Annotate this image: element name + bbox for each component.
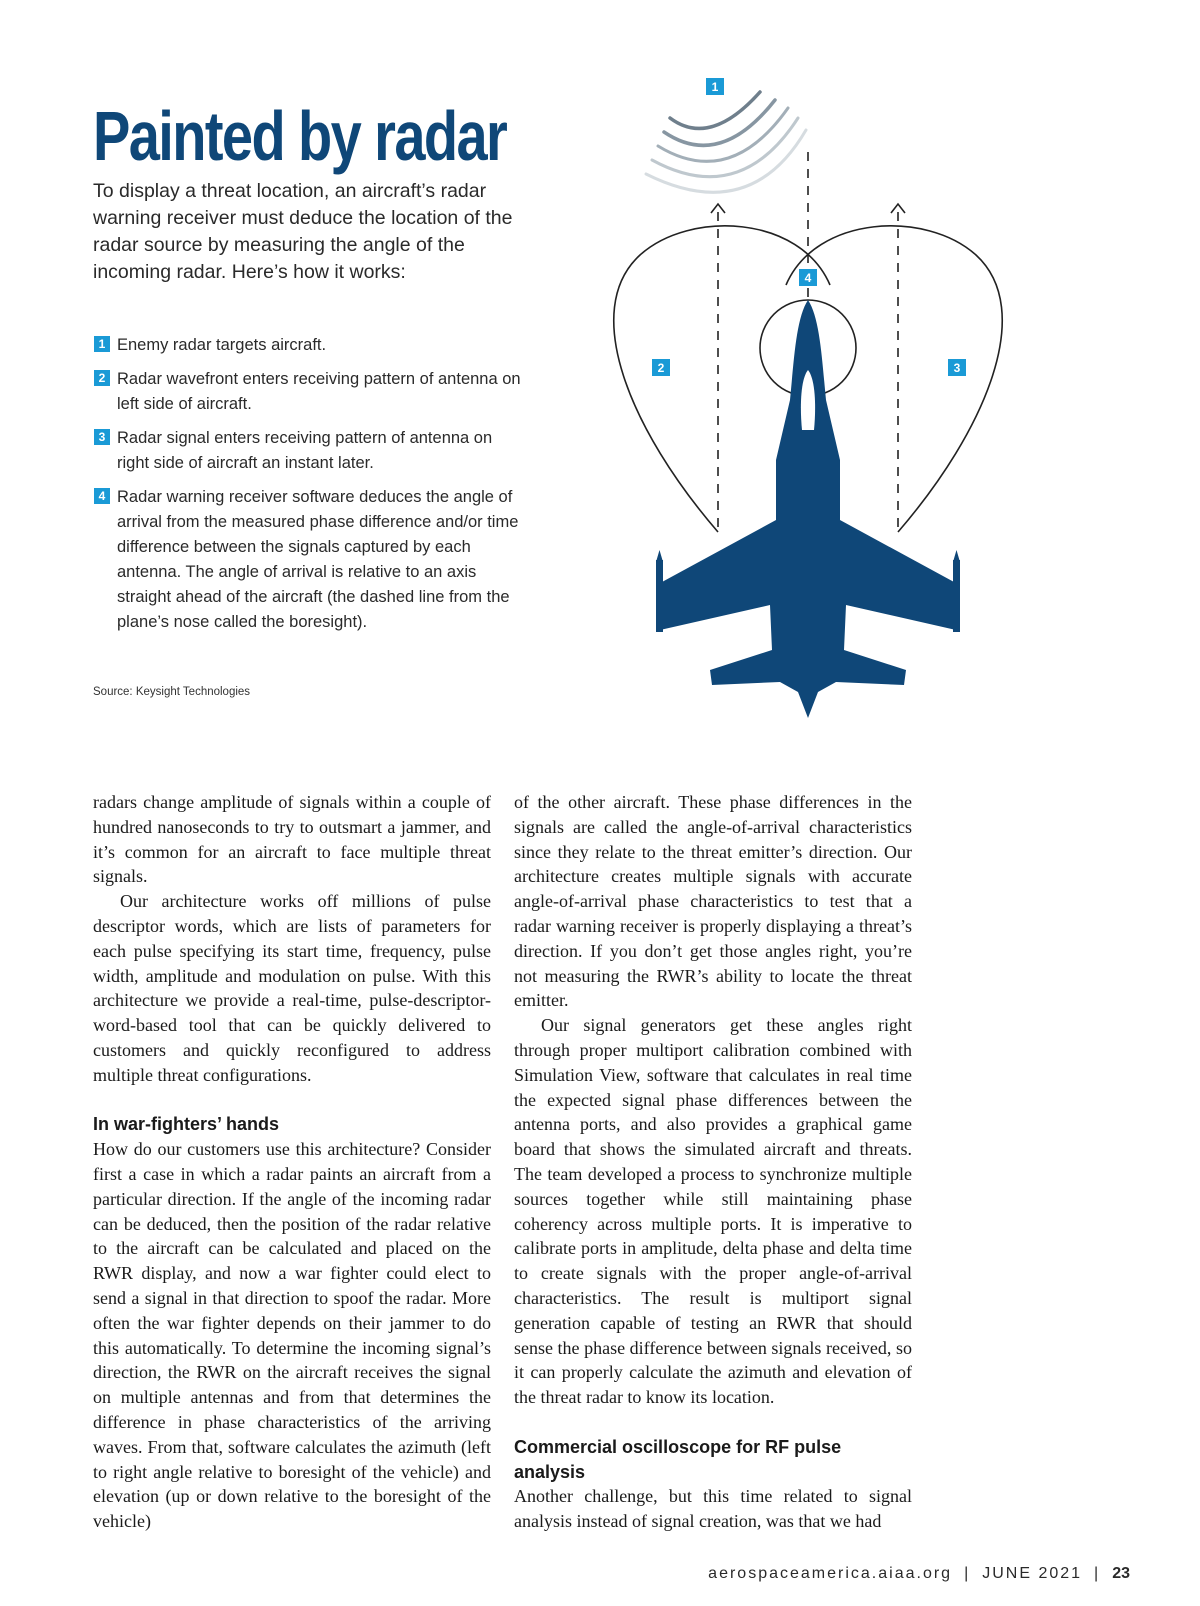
step-badge: 2 — [94, 370, 110, 386]
legend-item — [93, 367, 523, 417]
paragraph: radars change amplitude of signals within a couple of hundred nanoseconds to try to outsmart a jammer, and it’s common for an aircraft to face multiple threat signals. — [93, 792, 491, 887]
article-column-left — [93, 790, 491, 1534]
marker-2: 2 — [657, 361, 665, 375]
legend-item — [93, 485, 523, 635]
infographic-intro: To display a threat location, an aircraft’s radar warning receiver must deduce the location of the radar source by measuring the angle of the incoming radar. Here’s how it works: — [93, 180, 513, 283]
step-badge: 3 — [94, 429, 110, 445]
footer-site: aerospaceamerica.aiaa.org — [708, 1565, 953, 1582]
paragraph: Our signal generators get these angles right through proper multiport calibration combined with Simulation View, software that calculates in real time the expected signal phase differences between the antenna ports, and also provides a graphical game board that shows the simulated aircraft and threats. The team developed a process to synchronize multiple sources together while still maintaining phase coherency across multiple ports. It is imperative to calibrate ports in amplitude, delta phase and delta time to create signals with the proper angle-of-arrival characteristics. The result is multiport signal generation capable of testing an RWR that should sense the phase difference between signals received, so it can properly calculate the azimuth and elevation of the threat radar to know its location. — [514, 1015, 912, 1408]
radar-wave-icon — [646, 92, 806, 192]
article-column-right — [514, 790, 912, 1534]
step-text: Enemy radar targets aircraft. — [117, 336, 327, 354]
marker-1: 1 — [711, 80, 719, 94]
legend-item — [93, 333, 523, 358]
marker-4: 4 — [804, 271, 812, 285]
footer-issue: JUNE 2021 — [982, 1565, 1083, 1582]
paragraph: Another challenge, but this time related to signal analysis instead of signal creation, was that we had — [514, 1486, 912, 1532]
radar-diagram — [600, 70, 1020, 750]
section-heading: Commercial oscilloscope for RF pulse analysis — [514, 1436, 842, 1482]
step-badge: 4 — [94, 488, 110, 504]
page-footer — [600, 1565, 1130, 1583]
section-heading: In war-fighters’ hands — [93, 1114, 280, 1135]
step-legend — [93, 333, 523, 644]
infographic-title: Painted by radar — [93, 97, 507, 175]
step-text: Radar warning receiver software deduces the angle of arrival from the measured phase difference and/or time difference between the signals captured by each antenna. The angle of arrival is relative to an axis straight ahead of the aircraft (the dashed line from the plane’s nose called the boresight). — [117, 488, 519, 631]
aircraft-icon — [656, 300, 960, 718]
footer-separator: | — [964, 1565, 971, 1582]
step-text: Radar wavefront enters receiving pattern of antenna on left side of aircraft. — [117, 370, 521, 413]
page-number: 23 — [1112, 1565, 1130, 1582]
step-text: Radar signal enters receiving pattern of antenna on right side of aircraft an instant later. — [117, 429, 493, 472]
footer-separator: | — [1094, 1565, 1101, 1582]
marker-3: 3 — [953, 361, 961, 375]
paragraph: Our architecture works off millions of pulse descriptor words, which are lists of parameters for each pulse specifying its start time, frequency, pulse width, amplitude and modulation on pulse. With this architecture we provide a real-time, pulse-descriptor-word-based tool that can be quickly delivered to customers and quickly reconfigured to address multiple threat configurations. — [93, 891, 491, 1085]
source-credit: Source: Keysight Technologies — [93, 686, 251, 698]
paragraph: How do our customers use this architecture? Consider first a case in which a radar paints an aircraft from a particular direction. If the angle of the incoming radar can be deduced, then the position of the radar relative to the aircraft can be calculated and placed on the RWR display, and now a war fighter could elect to send a signal in that direction to spoof the radar. More often the war fighter depends on their jammer to do this automatically. To determine the incoming signal’s direction, the RWR on the aircraft receives the signal on multiple antennas and from that determines the difference in phase characteristics of the arriving waves. From that, software calculates the azimuth (left to right angle relative to boresight of the vehicle) and elevation (up or down relative to the boresight of the vehicle) — [93, 1139, 491, 1532]
legend-item — [93, 426, 523, 476]
paragraph: of the other aircraft. These phase differences in the signals are called the angle-of-arrival characteristics since they relate to the threat emitter’s direction. Our architecture creates multiple signals with accurate angle-of-arrival phase characteristics to test that a radar warning receiver is properly displaying a threat’s direction. If you don’t get those angles right, you’re not measuring the RWR’s ability to locate the threat emitter. — [514, 792, 912, 1011]
step-badge: 1 — [94, 336, 110, 352]
